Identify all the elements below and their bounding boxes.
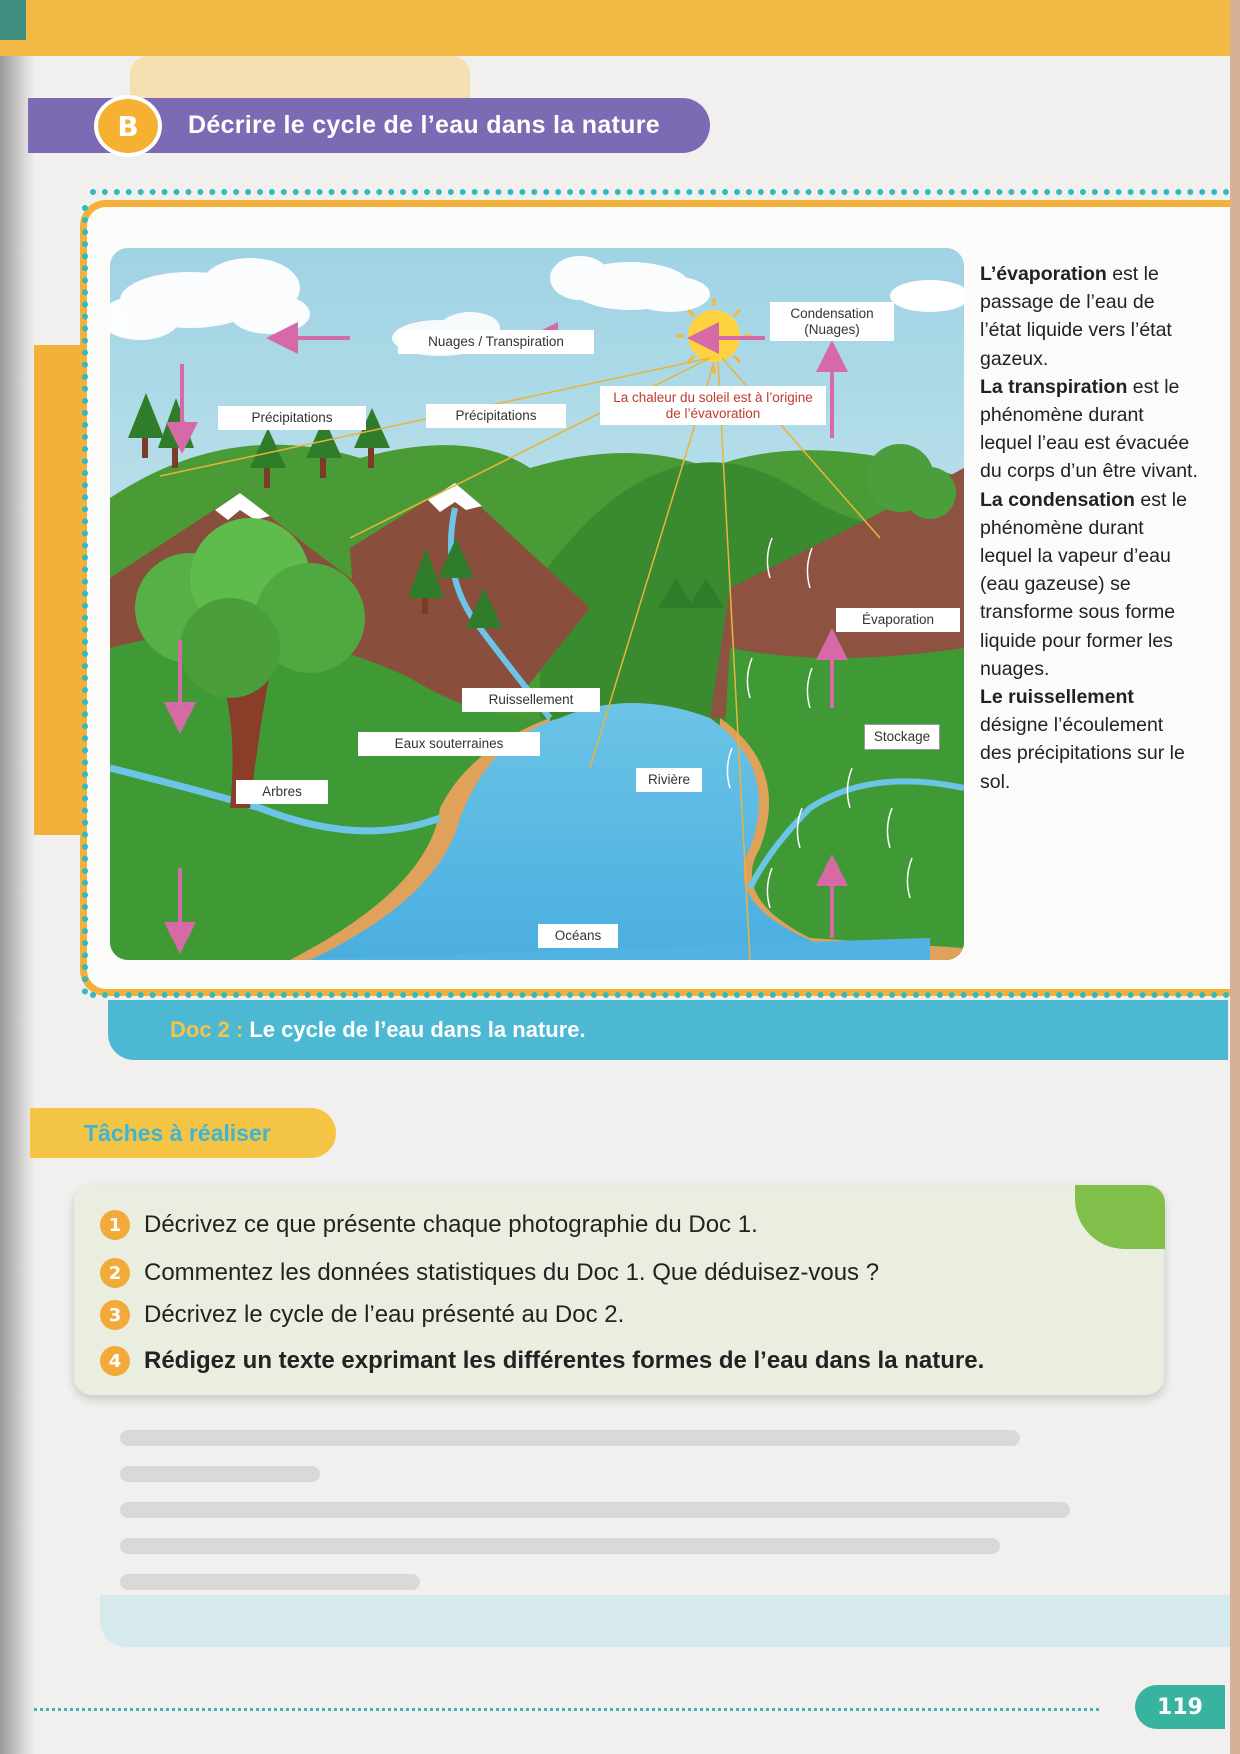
label-evaporation: Évaporation [836, 608, 960, 632]
term-transpiration: La transpiration [980, 375, 1128, 398]
task-number-badge: 2 [100, 1258, 130, 1288]
task-item [100, 1258, 879, 1288]
show-through-tab [130, 56, 470, 98]
top-color-band [0, 0, 1230, 56]
show-through-caption [100, 1595, 1230, 1647]
label-chaleur-soleil [600, 386, 826, 425]
label-chaleur-line1: La chaleur du soleil est à l’origine [613, 390, 813, 405]
dotted-border-left [82, 205, 88, 995]
doc-caption-bar [108, 1000, 1228, 1060]
task-number-badge: 4 [100, 1346, 130, 1376]
def-ruissellement: désigne l’écoulement des précipitations sur le sol. [980, 714, 1185, 793]
label-stockage: Stockage [864, 724, 940, 750]
label-eaux-souterraines: Eaux souterraines [358, 732, 540, 756]
left-accent-block [34, 345, 84, 835]
label-nuages-transpiration: Nuages / Transpiration [398, 330, 594, 354]
label-precipitations-left: Précipitations [218, 406, 366, 430]
footer-dotted-line [34, 1708, 1099, 1711]
page-number: 119 [1135, 1685, 1225, 1729]
def-transpiration: est le phénomène durant lequel l’eau est évacuée du corps d’un être vivant. [980, 375, 1198, 483]
task-text: Décrivez le cycle de l’eau présenté au Doc 2. [144, 1301, 625, 1328]
section-badge: B [94, 95, 162, 157]
task-item [100, 1300, 624, 1330]
top-left-accent [0, 0, 26, 40]
water-cycle-illustration [110, 248, 964, 960]
term-ruissellement: Le ruissellement [980, 686, 1134, 709]
dotted-border-bottom [90, 992, 1230, 998]
term-condensation: La condensation [980, 488, 1135, 511]
label-ruissellement: Ruissellement [462, 688, 600, 712]
doc-label: Doc 2 : [170, 1017, 244, 1042]
def-evaporation: est le passage de l’eau de l’état liquide vers l’état gazeux. [980, 263, 1172, 370]
section-title: Décrire le cycle de l’eau dans la nature [188, 111, 660, 139]
task-number-badge: 3 [100, 1300, 130, 1330]
label-oceans: Océans [538, 924, 618, 948]
task-item [100, 1346, 984, 1376]
definitions-text [980, 260, 1200, 796]
label-riviere: Rivière [636, 768, 702, 792]
label-arbres: Arbres [236, 780, 328, 804]
def-condensation: est le phénomène durant lequel la vapeur d’eau (eau gazeuse) se transforme sous forme liquide pour former les nuages. [980, 488, 1187, 680]
label-condensation [770, 302, 894, 341]
tasks-title-tab [30, 1108, 336, 1158]
page-right-edge [1230, 0, 1240, 1754]
task-text: Commentez les données statistiques du Doc 1. Que déduisez-vous ? [144, 1259, 880, 1286]
task-number-badge: 1 [100, 1210, 130, 1240]
label-chaleur-line2: de l’évavoration [665, 405, 761, 421]
term-evaporation: L’évaporation [980, 263, 1107, 285]
task-text: Décrivez ce que présente chaque photographie du Doc 1. [144, 1211, 758, 1238]
water-cycle-artwork [110, 248, 964, 960]
tasks-title: Tâches à réaliser [84, 1119, 271, 1146]
page-gutter-shadow [0, 0, 34, 1754]
label-precipitations-center: Précipitations [426, 404, 566, 428]
label-condensation-line1: Condensation [790, 306, 874, 321]
dotted-border-top [90, 189, 1230, 195]
task-item [100, 1210, 758, 1240]
doc-caption: Le cycle de l’eau dans la nature. [249, 1017, 586, 1042]
label-condensation-line2: (Nuages) [804, 321, 860, 337]
task-text: Rédigez un texte exprimant les différentes formes de l’eau dans la nature. [144, 1347, 985, 1374]
